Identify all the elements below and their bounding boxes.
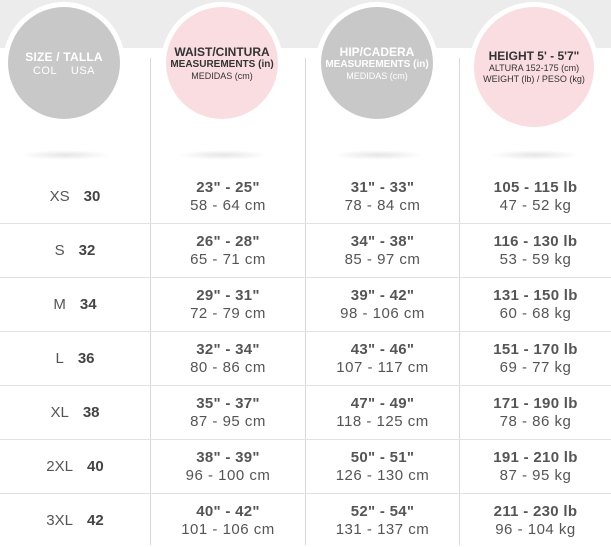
waist-in-value: 29" - 31" xyxy=(196,286,260,304)
waist-circle xyxy=(166,7,278,119)
size-circle xyxy=(8,7,120,119)
weight-lb-value: 211 - 230 lb xyxy=(493,502,578,520)
size-cell xyxy=(0,224,150,277)
size-col-value: 2XL xyxy=(46,458,73,475)
waist-in-value: 32" - 34" xyxy=(196,340,260,358)
size-header-title: SIZE / TALLA xyxy=(25,49,103,64)
size-usa-value: 36 xyxy=(77,350,95,367)
waist-cm-value: 96 - 100 cm xyxy=(185,466,271,484)
weight-lb-value: 105 - 115 lb xyxy=(493,178,578,196)
height-header-sub2: WEIGHT (lb) / PESO (kg) xyxy=(483,74,585,84)
table-row xyxy=(0,278,611,331)
hip-cell xyxy=(306,440,459,493)
size-cell xyxy=(0,494,150,547)
hip-cell xyxy=(306,170,459,223)
hip-cell xyxy=(306,278,459,331)
waist-cm-value: 58 - 64 cm xyxy=(190,196,266,214)
weight-cell xyxy=(460,278,611,331)
waist-in-value: 26" - 28" xyxy=(196,232,260,250)
waist-cell xyxy=(151,224,305,277)
hip-header-sub: MEASUREMENTS (in) xyxy=(325,58,429,70)
waist-header-title: WAIST/CINTURA xyxy=(174,44,270,59)
waist-in-value: 35" - 37" xyxy=(196,394,260,412)
size-usa-value: 30 xyxy=(83,188,101,205)
weight-kg-value: 78 - 86 kg xyxy=(499,412,572,430)
hip-cm-value: 85 - 97 cm xyxy=(344,250,421,268)
weight-cell xyxy=(460,224,611,277)
weight-cell xyxy=(460,170,611,223)
size-cell xyxy=(0,170,150,223)
weight-lb-value: 131 - 150 lb xyxy=(493,286,578,304)
size-usa-value: 32 xyxy=(78,242,96,259)
size-cell xyxy=(0,278,150,331)
size-col-value: L xyxy=(55,350,64,367)
hip-cm-value: 131 - 137 cm xyxy=(335,520,430,538)
table-row xyxy=(0,224,611,277)
waist-in-value: 38" - 39" xyxy=(196,448,260,466)
hip-cell xyxy=(306,332,459,385)
size-usa-value: 40 xyxy=(87,458,104,475)
waist-cm-value: 65 - 71 cm xyxy=(190,250,266,268)
waist-cm-value: 72 - 79 cm xyxy=(190,304,266,322)
weight-kg-value: 60 - 68 kg xyxy=(499,304,572,322)
weight-kg-value: 69 - 77 kg xyxy=(499,358,572,376)
waist-cm-value: 80 - 86 cm xyxy=(190,358,266,376)
hip-cm-value: 107 - 117 cm xyxy=(336,358,429,376)
waist-cell xyxy=(151,386,305,439)
hip-cell xyxy=(306,386,459,439)
table-row xyxy=(0,494,611,547)
waist-header-sub: MEASUREMENTS (in) xyxy=(170,58,274,70)
size-header-col: COL xyxy=(32,64,57,77)
weight-cell xyxy=(460,386,611,439)
size-header-usa: USA xyxy=(70,64,96,77)
waist-cell xyxy=(151,440,305,493)
height-header-title: HEIGHT 5' - 5'7" xyxy=(488,49,580,63)
weight-kg-value: 47 - 52 kg xyxy=(499,196,572,214)
size-col-value: XS xyxy=(49,188,70,205)
weight-kg-value: 96 - 104 kg xyxy=(495,520,576,538)
hip-cm-value: 98 - 106 cm xyxy=(340,304,425,322)
weight-kg-value: 53 - 59 kg xyxy=(499,250,572,268)
size-col-value: S xyxy=(54,242,65,259)
hip-cm-value: 126 - 130 cm xyxy=(335,466,430,484)
table-row xyxy=(0,386,611,439)
weight-cell xyxy=(460,494,611,547)
height-header-sub1: ALTURA 152-175 (cm) xyxy=(488,63,580,73)
hip-in-value: 52" - 54" xyxy=(350,502,415,520)
height-circle xyxy=(474,7,594,127)
size-cell xyxy=(0,386,150,439)
size-usa-value: 38 xyxy=(82,404,100,421)
weight-cell xyxy=(460,440,611,493)
hip-header-small: MEDIDAS (cm) xyxy=(346,70,408,81)
hip-circle xyxy=(321,7,433,119)
hip-cm-value: 78 - 84 cm xyxy=(344,196,421,214)
hip-cell xyxy=(306,494,459,547)
weight-lb-value: 191 - 210 lb xyxy=(493,448,578,466)
table-row xyxy=(0,440,611,493)
weight-lb-value: 151 - 170 lb xyxy=(493,340,578,358)
size-cell xyxy=(0,440,150,493)
hip-in-value: 34" - 38" xyxy=(350,232,415,250)
waist-cell xyxy=(151,170,305,223)
waist-cell xyxy=(151,278,305,331)
size-usa-value: 42 xyxy=(87,512,104,529)
size-col-value: XL xyxy=(50,404,69,421)
table-row xyxy=(0,170,611,223)
size-col-value: 3XL xyxy=(46,512,73,529)
waist-in-value: 40" - 42" xyxy=(196,502,260,520)
weight-lb-value: 171 - 190 lb xyxy=(493,394,578,412)
table-row xyxy=(0,332,611,385)
size-usa-value: 34 xyxy=(79,296,97,313)
waist-cm-value: 101 - 106 cm xyxy=(181,520,275,538)
size-cell xyxy=(0,332,150,385)
waist-cell xyxy=(151,332,305,385)
hip-header-title: HIP/CADERA xyxy=(339,44,415,59)
waist-header-small: MEDIDAS (cm) xyxy=(191,70,253,81)
weight-cell xyxy=(460,332,611,385)
hip-in-value: 47" - 49" xyxy=(350,394,415,412)
waist-cell xyxy=(151,494,305,547)
hip-in-value: 43" - 46" xyxy=(350,340,415,358)
hip-in-value: 31" - 33" xyxy=(350,178,415,196)
weight-lb-value: 116 - 130 lb xyxy=(493,232,578,250)
hip-in-value: 50" - 51" xyxy=(350,448,415,466)
waist-cm-value: 87 - 95 cm xyxy=(190,412,266,430)
hip-cell xyxy=(306,224,459,277)
hip-cm-value: 118 - 125 cm xyxy=(336,412,429,430)
hip-in-value: 39" - 42" xyxy=(350,286,415,304)
waist-in-value: 23" - 25" xyxy=(196,178,260,196)
weight-kg-value: 87 - 95 kg xyxy=(499,466,572,484)
size-col-value: M xyxy=(53,296,66,313)
